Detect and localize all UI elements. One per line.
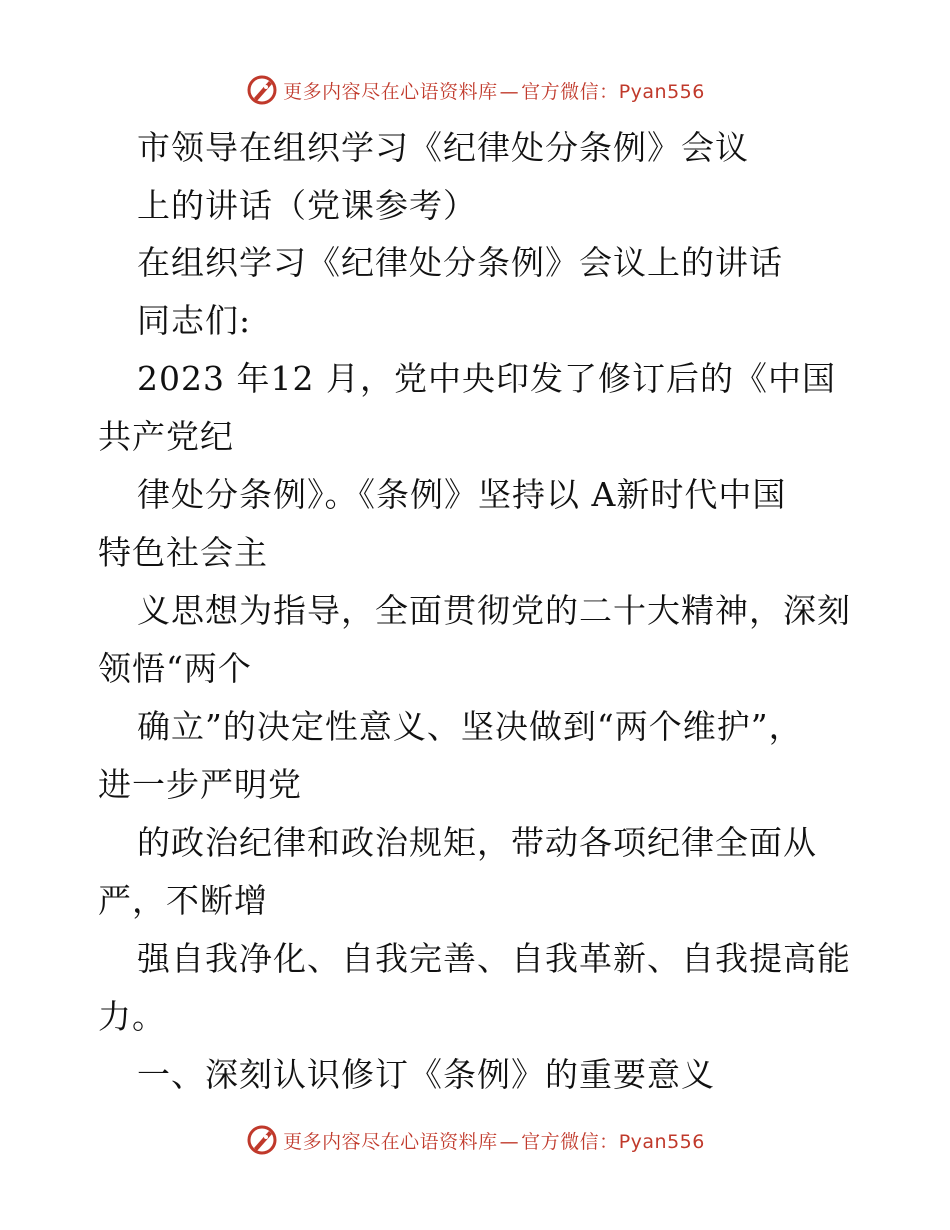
paragraph-line: 领悟“两个 [98,649,252,688]
paragraph-line: 的政治纪律和政治规矩，带动各项纪律全面从 [137,823,817,862]
pen-nib-circle-icon [245,73,279,107]
paragraph-line: 特色社会主 [98,533,268,572]
header-watermark [0,70,950,110]
pen-nib-circle-icon [245,1123,279,1157]
salutation: 同志们: [137,301,252,340]
watermark-text: 更多内容尽在心语资料库 — 官方微信：Pyan556 [283,80,705,103]
paragraph-line: 强自我净化、自我完善、自我革新、自我提高能 [137,939,851,978]
paragraph-line: 共产党纪 [98,417,234,456]
paragraph-line: 律处分条例》。《条例》坚持以 A新时代中国 [137,475,787,514]
paragraph-line: 进一步严明党 [98,765,302,804]
watermark-text: 更多内容尽在心语资料库 — 官方微信：Pyan556 [283,1130,705,1153]
paragraph-line: 2023 年12 月，党中央印发了修订后的《中国 [137,359,836,398]
document-title-line-1: 市领导在组织学习《纪律处分条例》会议 [137,128,749,167]
paragraph-line: 力。 [98,997,166,1036]
speech-heading: 在组织学习《纪律处分条例》会议上的讲话 [137,243,783,282]
paragraph-line: 严，不断增 [98,881,268,920]
footer-watermark [0,1120,950,1160]
document-title-line-2: 上的讲话（党课参考） [137,186,477,225]
paragraph-line: 义思想为指导，全面贯彻党的二十大精神，深刻 [137,591,851,630]
section-heading: 一、深刻认识修订《条例》的重要意义 [137,1055,715,1094]
paragraph-line: 确立”的决定性意义、坚决做到“两个维护”， [137,707,803,746]
